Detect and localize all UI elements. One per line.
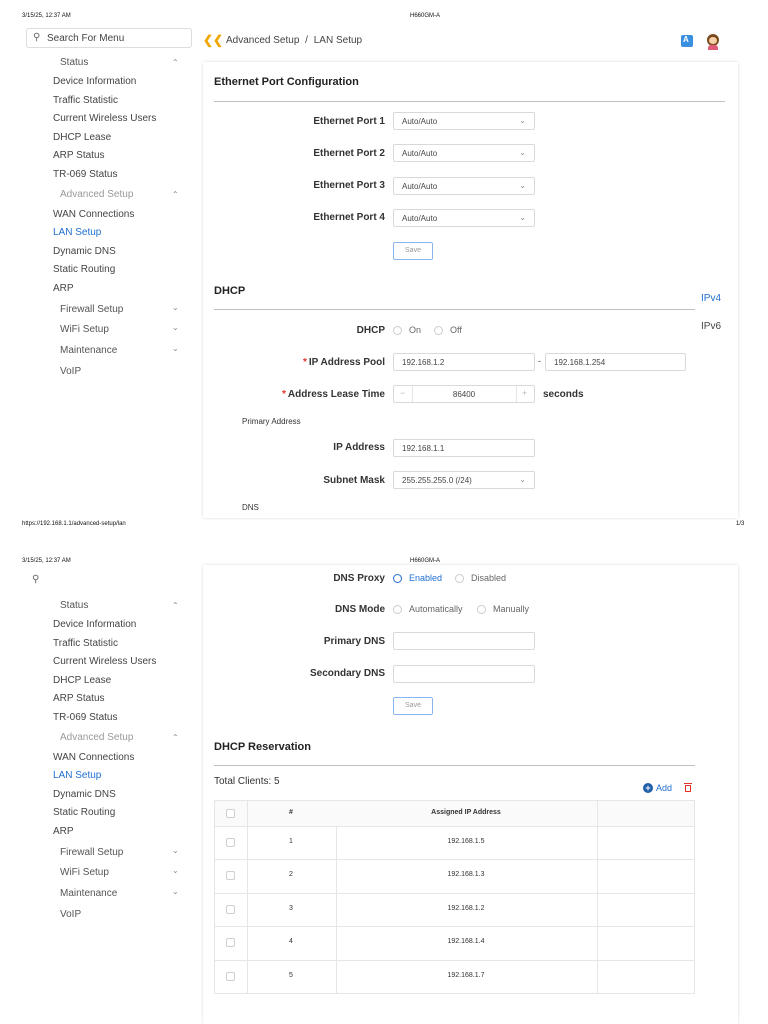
secondary-dns-input[interactable] [393, 665, 535, 683]
primary-dns-label: Primary DNS [323, 636, 385, 647]
dns-proxy-enabled-radio[interactable] [393, 574, 402, 583]
ethernet-port-1-label: Ethernet Port 1 [313, 116, 385, 127]
dhcp-off-label[interactable]: Off [450, 325, 462, 335]
sidebar-item-tr069-status[interactable]: TR-069 Status [53, 712, 118, 723]
ethernet-port-3-label: Ethernet Port 3 [313, 180, 385, 191]
section-title-ethernet: Ethernet Port Configuration [214, 76, 359, 88]
sidebar-item-device-information[interactable]: Device Information [53, 619, 137, 630]
sidebar-item-static-routing[interactable]: Static Routing [53, 807, 116, 818]
ethernet-port-3-select[interactable] [393, 177, 535, 195]
sidebar-group-wifi-setup[interactable]: WiFi Setup [60, 324, 109, 335]
row-checkbox[interactable] [226, 871, 235, 880]
sidebar-group-status[interactable]: Status [60, 57, 89, 68]
delete-icon[interactable] [684, 782, 692, 792]
dns-proxy-disabled-radio[interactable] [455, 574, 464, 583]
sidebar-item-traffic-statistic[interactable]: Traffic Statistic [53, 95, 119, 106]
chevron-down-icon: ⌄ [172, 344, 179, 353]
sidebar-item-wan-connections[interactable]: WAN Connections [53, 752, 135, 763]
column-header-assigned-ip[interactable]: Assigned IP Address [431, 809, 501, 816]
sidebar-group-maintenance[interactable]: Maintenance [60, 345, 118, 356]
sidebar-item-voip[interactable]: VoIP [60, 366, 82, 377]
sidebar-item-dynamic-dns[interactable]: Dynamic DNS [53, 789, 116, 800]
lease-time-unit: seconds [543, 389, 584, 400]
chevron-down-icon: ⌄ [172, 866, 179, 875]
dns-mode-label: DNS Mode [335, 604, 385, 615]
ip-pool-end-input[interactable]: 192.168.1.254 [545, 353, 686, 371]
chevron-down-icon: ⌄ [172, 323, 179, 332]
ethernet-port-4-select[interactable] [393, 209, 535, 227]
chevron-up-icon: ⌃ [172, 190, 179, 199]
row-ip-address: 192.168.1.5 [447, 838, 485, 845]
divider [214, 101, 725, 102]
chevron-up-icon: ⌃ [172, 733, 179, 742]
chevron-down-icon: ⌄ [519, 475, 526, 484]
tab-ipv4[interactable]: IPv4 [701, 293, 722, 304]
chevron-down-icon: ⌄ [519, 213, 526, 222]
row-number: 5 [289, 972, 293, 979]
row-checkbox[interactable] [226, 972, 235, 981]
lease-time-stepper[interactable] [393, 385, 535, 403]
ethernet-port-1-select[interactable] [393, 112, 535, 130]
sidebar-item-voip[interactable]: VoIP [60, 909, 82, 920]
breadcrumb-parent[interactable]: Advanced Setup [226, 35, 300, 46]
sidebar-group-advanced-setup[interactable]: Advanced Setup [60, 732, 134, 743]
ip-pool-start-input[interactable]: 192.168.1.2 [393, 353, 535, 371]
user-avatar-icon[interactable] [706, 34, 720, 50]
sidebar-item-tr069-status[interactable]: TR-069 Status [53, 169, 118, 180]
sidebar-item-lan-setup[interactable]: LAN Setup [53, 227, 102, 238]
breadcrumb-current: LAN Setup [313, 35, 363, 46]
subnet-mask-value: 255.255.255.0 (/24) [402, 476, 472, 485]
sidebar-item-lan-setup[interactable]: LAN Setup [53, 770, 102, 781]
chevron-down-icon: ⌄ [172, 887, 179, 896]
dhcp-on-label[interactable]: On [409, 325, 422, 335]
search-icon[interactable]: ⚲ [32, 574, 40, 585]
sidebar-item-dhcp-lease[interactable]: DHCP Lease [53, 675, 112, 686]
chevron-down-icon: ⌄ [172, 846, 179, 855]
sidebar-item-arp[interactable]: ARP [53, 826, 74, 837]
sidebar-item-traffic-statistic[interactable]: Traffic Statistic [53, 638, 119, 649]
dns-mode-auto-label[interactable]: Automatically [409, 604, 463, 614]
ethernet-port-3-value: Auto/Auto [402, 182, 438, 191]
row-number: 3 [289, 905, 293, 912]
subnet-mask-label: Subnet Mask [323, 475, 385, 486]
row-checkbox[interactable] [226, 938, 235, 947]
chevron-down-icon: ⌄ [519, 116, 526, 125]
sidebar-group-firewall-setup[interactable]: Firewall Setup [60, 847, 124, 858]
breadcrumb-separator: / [305, 35, 308, 46]
ethernet-port-2-select[interactable] [393, 144, 535, 162]
reservation-table [214, 800, 695, 994]
ip-pool-separator: - [538, 356, 541, 366]
select-all-checkbox[interactable] [226, 809, 235, 818]
lease-time-value: 86400 [452, 390, 476, 399]
sidebar-group-advanced-setup[interactable]: Advanced Setup [60, 189, 134, 200]
chevron-up-icon: ⌃ [172, 58, 179, 67]
sidebar-item-wan-connections[interactable]: WAN Connections [53, 209, 135, 220]
increment-button[interactable]: + [522, 388, 528, 398]
sidebar-item-static-routing[interactable]: Static Routing [53, 264, 116, 275]
print-timestamp: 3/15/25, 12:37 AM [22, 13, 71, 19]
language-icon[interactable]: A [681, 35, 693, 47]
print-timestamp: 3/15/25, 12:37 AM [22, 558, 71, 564]
divider [214, 309, 695, 310]
decrement-button[interactable]: − [400, 388, 406, 398]
sidebar-item-dynamic-dns[interactable]: Dynamic DNS [53, 246, 116, 257]
row-ip-address: 192.168.1.7 [447, 972, 485, 979]
search-placeholder: Search For Menu [47, 33, 125, 44]
dns-proxy-enabled-label[interactable]: Enabled [409, 573, 443, 583]
ip-address-label: IP Address [333, 442, 385, 453]
section-title-dhcp: DHCP [214, 285, 246, 297]
sidebar-item-arp[interactable]: ARP [53, 283, 74, 294]
ethernet-save-button[interactable]: Save [393, 242, 433, 260]
print-doc-title: H660GM-A [410, 558, 441, 564]
section-title-dhcp-reservation: DHCP Reservation [214, 741, 311, 753]
chevron-down-icon: ⌄ [172, 303, 179, 312]
print-page-number: 1/3 [736, 521, 745, 527]
sidebar-item-arp-status[interactable]: ARP Status [53, 150, 105, 161]
dns-mode-manual-radio[interactable] [477, 605, 486, 614]
sidebar-group-status[interactable]: Status [60, 600, 89, 611]
tab-ipv6[interactable]: IPv6 [701, 321, 722, 332]
sidebar-item-device-information[interactable]: Device Information [53, 76, 137, 87]
row-ip-address: 192.168.1.2 [447, 905, 485, 912]
sidebar-item-current-wireless-users[interactable]: Current Wireless Users [53, 113, 157, 124]
row-checkbox[interactable] [226, 905, 235, 914]
ip-pool-label [280, 357, 385, 368]
row-number: 2 [289, 871, 293, 878]
back-arrow-icon[interactable]: ❮❮ [203, 33, 224, 47]
ethernet-port-4-label: Ethernet Port 4 [313, 212, 385, 223]
sidebar-item-arp-status[interactable]: ARP Status [53, 693, 105, 704]
chevron-down-icon: ⌄ [519, 181, 526, 190]
ip-address-input[interactable]: 192.168.1.1 [393, 439, 535, 457]
row-ip-address: 192.168.1.3 [447, 871, 485, 878]
search-input[interactable] [26, 28, 192, 48]
total-clients: Total Clients: 5 [214, 776, 280, 787]
chevron-up-icon: ⌃ [172, 601, 179, 610]
primary-address-heading: Primary Address [242, 417, 301, 426]
lease-time-label [270, 389, 385, 400]
ethernet-port-4-value: Auto/Auto [402, 214, 438, 223]
secondary-dns-label: Secondary DNS [309, 668, 385, 679]
sidebar-group-firewall-setup[interactable]: Firewall Setup [60, 304, 124, 315]
sidebar-item-dhcp-lease[interactable]: DHCP Lease [53, 132, 112, 143]
row-checkbox[interactable] [226, 838, 235, 847]
breadcrumb [226, 35, 362, 46]
search-icon: ⚲ [33, 32, 41, 43]
divider [214, 765, 695, 766]
chevron-down-icon: ⌄ [519, 148, 526, 157]
lease-time-label-text: Address Lease Time [287, 389, 385, 400]
primary-dns-input[interactable] [393, 632, 535, 650]
dns-heading: DNS [242, 503, 259, 512]
add-button[interactable]: Add [656, 783, 673, 793]
row-number: 1 [289, 838, 293, 845]
ip-pool-label-text: IP Address Pool [308, 357, 385, 368]
dns-proxy-disabled-label[interactable]: Disabled [471, 573, 507, 583]
dns-mode-auto-radio[interactable] [393, 605, 402, 614]
add-icon[interactable]: + [643, 783, 653, 793]
dns-mode-manual-label[interactable]: Manually [493, 604, 530, 614]
dhcp-on-radio[interactable] [393, 326, 402, 335]
dns-proxy-label: DNS Proxy [333, 573, 385, 584]
dhcp-label: DHCP [356, 325, 385, 336]
sidebar-group-maintenance[interactable]: Maintenance [60, 888, 118, 899]
required-mark: * [282, 389, 286, 400]
ethernet-port-1-value: Auto/Auto [402, 117, 438, 126]
dns-save-button[interactable]: Save [393, 697, 433, 715]
required-mark: * [302, 357, 307, 368]
column-header-number: # [289, 809, 293, 816]
ethernet-port-2-label: Ethernet Port 2 [313, 148, 385, 159]
print-footer-url: https://192.168.1.1/advanced-setup/lan [22, 521, 126, 527]
row-ip-address: 192.168.1.4 [447, 938, 485, 945]
ethernet-port-2-value: Auto/Auto [402, 149, 438, 158]
subnet-mask-select[interactable] [393, 471, 535, 489]
dhcp-off-radio[interactable] [434, 326, 443, 335]
sidebar-item-current-wireless-users[interactable]: Current Wireless Users [53, 656, 157, 667]
row-number: 4 [289, 938, 293, 945]
print-doc-title: H660GM-A [410, 13, 441, 19]
sidebar-group-wifi-setup[interactable]: WiFi Setup [60, 867, 109, 878]
